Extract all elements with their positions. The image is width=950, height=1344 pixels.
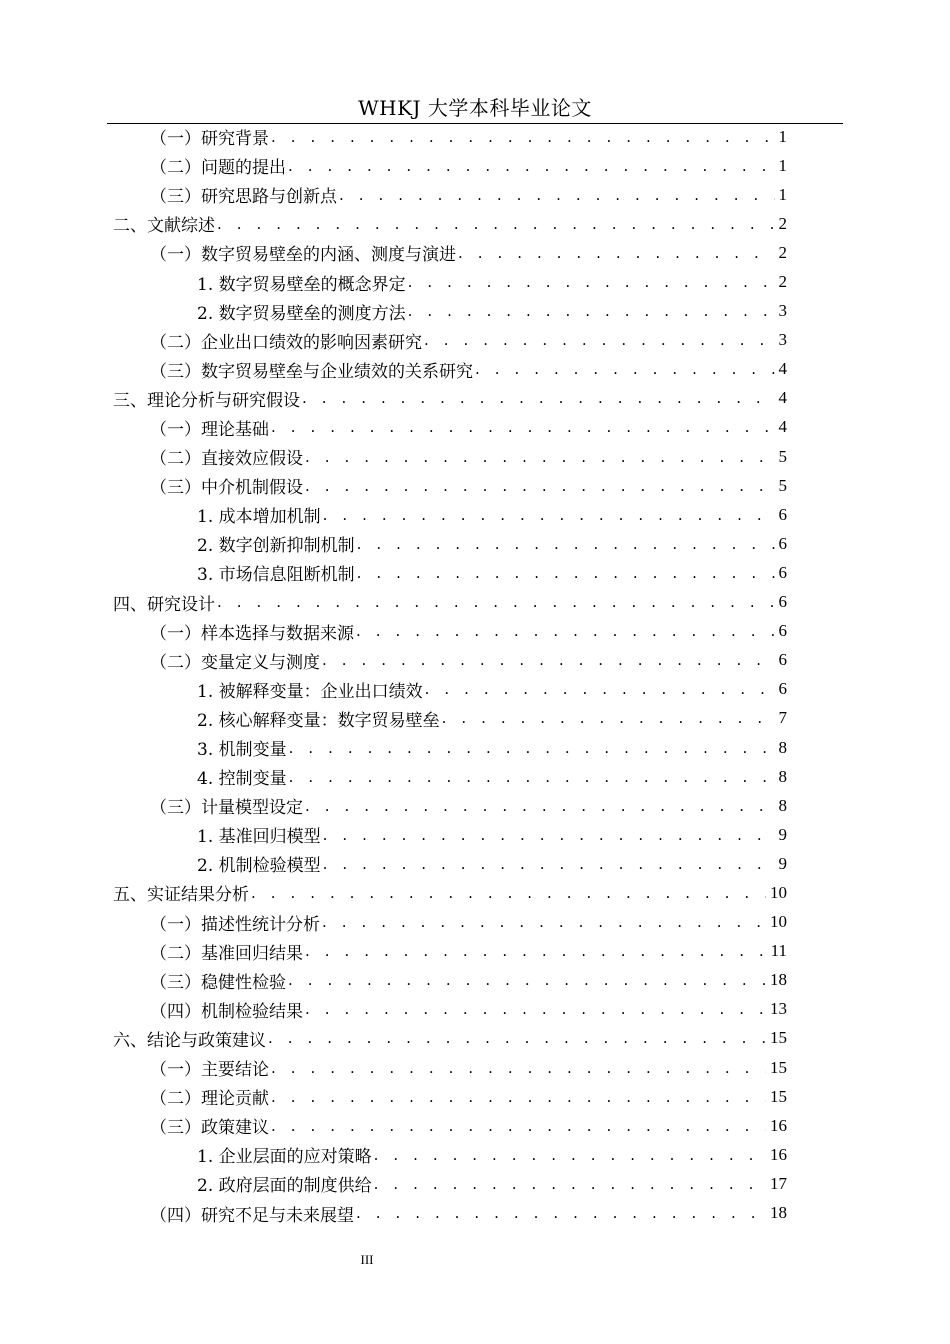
- toc-dot-leader: [357, 564, 775, 582]
- toc-dot-leader: [289, 768, 775, 786]
- toc-entry-page: 6: [778, 650, 787, 670]
- toc-entry-page: 2: [778, 213, 787, 233]
- toc-entry-title: （四）机制检验结果: [150, 1001, 303, 1022]
- toc-entry-title: 2. 数字创新抑制机制: [197, 536, 355, 557]
- toc-entry[interactable]: [0, 762, 950, 791]
- toc-dot-leader: [271, 1088, 766, 1106]
- toc-entry-page: 10: [770, 912, 787, 932]
- toc-entry[interactable]: [0, 1053, 950, 1082]
- toc-entry[interactable]: [0, 1082, 950, 1111]
- toc-entry-title: （一）主要结论: [150, 1060, 269, 1081]
- toc-entry-title: 1. 数字贸易壁垒的概念界定: [197, 274, 406, 295]
- toc-entry-page: 16: [770, 1115, 787, 1135]
- toc-entry-page: 8: [778, 795, 787, 815]
- toc-dot-leader: [323, 506, 775, 524]
- toc-dot-leader: [302, 389, 775, 407]
- toc-entry-title: 1. 基准回归模型: [197, 827, 321, 848]
- toc-entry-title: 二、文献综述: [113, 216, 215, 237]
- toc-entry-title: （二）直接效应假设: [150, 449, 303, 470]
- toc-entry-title: （一）数字贸易壁垒的内涵、测度与演进: [150, 245, 456, 266]
- toc-dot-leader: [217, 215, 775, 233]
- toc-entry-page: 2: [778, 242, 787, 262]
- toc-dot-leader: [475, 360, 775, 378]
- toc-entry[interactable]: [0, 238, 950, 267]
- toc-entry[interactable]: [0, 442, 950, 471]
- toc-entry[interactable]: [0, 529, 950, 558]
- toc-entry-title: 四、研究设计: [113, 594, 215, 615]
- toc-dot-leader: [271, 128, 775, 146]
- toc-entry-title: 2. 核心解释变量：数字贸易壁垒: [197, 710, 440, 731]
- toc-dot-leader: [339, 186, 775, 204]
- toc-entry-page: 15: [770, 1028, 787, 1048]
- toc-entry[interactable]: [0, 588, 950, 617]
- toc-dot-leader: [408, 302, 775, 320]
- toc-dot-leader: [442, 709, 775, 727]
- toc-entry-title: （二）理论贡献: [150, 1089, 269, 1110]
- toc-entry[interactable]: [0, 471, 950, 500]
- toc-entry-title: （三）计量模型设定: [150, 798, 303, 819]
- toc-entry[interactable]: [0, 937, 950, 966]
- toc-entry[interactable]: [0, 966, 950, 995]
- toc-entry-title: （三）中介机制假设: [150, 478, 303, 499]
- toc-entry-page: 5: [778, 475, 787, 495]
- toc-entry[interactable]: [0, 908, 950, 937]
- toc-entry[interactable]: [0, 704, 950, 733]
- toc-entry[interactable]: [0, 122, 950, 151]
- toc-entry-page: 1: [778, 184, 787, 204]
- toc-entry-page: 18: [770, 970, 787, 990]
- toc-entry[interactable]: [0, 675, 950, 704]
- toc-entry[interactable]: [0, 791, 950, 820]
- page-number: III: [360, 1252, 374, 1267]
- toc-entry[interactable]: [0, 646, 950, 675]
- toc-entry-title: 1. 被解释变量：企业出口绩效: [197, 681, 423, 702]
- toc-entry-page: 13: [770, 999, 787, 1019]
- toc-dot-leader: [425, 680, 775, 698]
- toc-dot-leader: [268, 1029, 766, 1047]
- toc-entry-page: 6: [778, 504, 787, 524]
- toc-entry-title: 2. 机制检验模型: [197, 856, 321, 877]
- toc-entry[interactable]: [0, 297, 950, 326]
- toc-entry-title: 3. 机制变量: [197, 740, 287, 761]
- toc-entry-page: 6: [778, 679, 787, 699]
- toc-dot-leader: [288, 971, 766, 989]
- toc-entry-title: （二）企业出口绩效的影响因素研究: [150, 332, 422, 353]
- toc-entry-page: 6: [778, 592, 787, 612]
- toc-entry[interactable]: [0, 733, 950, 762]
- toc-entry-title: （一）理论基础: [150, 419, 269, 440]
- toc-entry-title: （三）研究思路与创新点: [150, 187, 337, 208]
- toc-entry-page: 18: [770, 1203, 787, 1223]
- toc-entry-page: 11: [770, 941, 787, 961]
- toc-entry-page: 16: [770, 1144, 787, 1164]
- toc-dot-leader: [323, 855, 775, 873]
- toc-entry[interactable]: [0, 180, 950, 209]
- toc-dot-leader: [271, 418, 775, 436]
- toc-entry-title: 1. 企业层面的应对策略: [197, 1147, 372, 1168]
- toc-entry-title: （四）研究不足与未来展望: [150, 1205, 354, 1226]
- toc-entry-title: （二）基准回归结果: [150, 943, 303, 964]
- toc-dot-leader: [305, 942, 767, 960]
- toc-entry[interactable]: [0, 1111, 950, 1140]
- toc-entry[interactable]: [0, 1169, 950, 1198]
- toc-dot-leader: [305, 477, 775, 495]
- toc-entry[interactable]: [0, 1140, 950, 1169]
- toc-entry[interactable]: [0, 413, 950, 442]
- toc-entry-title: （一）研究背景: [150, 129, 269, 150]
- toc-entry-title: 1. 成本增加机制: [197, 507, 321, 528]
- toc-entry-page: 15: [770, 1086, 787, 1106]
- toc-dot-leader: [322, 651, 775, 669]
- toc-entry-title: 2. 数字贸易壁垒的测度方法: [197, 303, 406, 324]
- toc-entry-page: 9: [778, 853, 787, 873]
- toc-entry[interactable]: [0, 995, 950, 1024]
- toc-dot-leader: [458, 244, 775, 262]
- toc-entry[interactable]: [0, 267, 950, 296]
- toc-entry-page: 10: [770, 882, 787, 902]
- toc-entry[interactable]: [0, 617, 950, 646]
- toc-entry-page: 4: [778, 388, 787, 408]
- toc-dot-leader: [271, 1117, 766, 1135]
- toc-entry-page: 1: [778, 155, 787, 175]
- toc-entry-title: （一）样本选择与数据来源: [150, 623, 354, 644]
- toc-entry-page: 3: [778, 301, 787, 321]
- toc-dot-leader: [271, 1059, 766, 1077]
- toc-dot-leader: [288, 157, 775, 175]
- toc-entry-title: 五、实证结果分析: [113, 885, 249, 906]
- toc-entry[interactable]: [0, 355, 950, 384]
- toc-dot-leader: [322, 913, 766, 931]
- toc-entry-page: 8: [778, 766, 787, 786]
- toc-entry[interactable]: [0, 500, 950, 529]
- toc-entry-page: 6: [778, 621, 787, 641]
- toc-entry-title: （三）数字贸易壁垒与企业绩效的关系研究: [150, 361, 473, 382]
- toc-entry[interactable]: [0, 384, 950, 413]
- toc-entry[interactable]: [0, 558, 950, 587]
- toc-entry-title: 3. 市场信息阻断机制: [197, 565, 355, 586]
- toc-entry-title: 六、结论与政策建议: [113, 1030, 266, 1051]
- toc-entry-page: 4: [778, 417, 787, 437]
- toc-entry[interactable]: [0, 1024, 950, 1053]
- toc-entry-page: 5: [778, 446, 787, 466]
- toc-dot-leader: [289, 739, 775, 757]
- toc-dot-leader: [408, 273, 775, 291]
- toc-entry-page: 4: [778, 359, 787, 379]
- toc-entry-page: 9: [778, 824, 787, 844]
- toc-dot-leader: [251, 884, 766, 902]
- toc-dot-leader: [356, 1204, 766, 1222]
- toc-entry-title: （二）问题的提出: [150, 158, 286, 179]
- toc-dot-leader: [323, 826, 775, 844]
- toc-entry-page: 15: [770, 1057, 787, 1077]
- toc-entry-page: 6: [778, 533, 787, 553]
- toc-entry[interactable]: [0, 151, 950, 180]
- toc-dot-leader: [374, 1146, 766, 1164]
- toc-entry-page: 7: [778, 708, 787, 728]
- toc-entry[interactable]: [0, 820, 950, 849]
- toc-entry-title: （二）变量定义与测度: [150, 652, 320, 673]
- toc-entry-page: 8: [778, 737, 787, 757]
- toc-entry-title: （三）稳健性检验: [150, 972, 286, 993]
- toc-entry-title: （一）描述性统计分析: [150, 914, 320, 935]
- toc-dot-leader: [374, 1175, 766, 1193]
- toc-entry-title: （三）政策建议: [150, 1118, 269, 1139]
- toc-entry-page: 2: [778, 272, 787, 292]
- toc-entry-page: 17: [770, 1173, 787, 1193]
- toc-dot-leader: [217, 593, 775, 611]
- page-header-title: WHKJ 大学本科毕业论文: [358, 96, 592, 120]
- toc-dot-leader: [357, 535, 775, 553]
- toc-entry[interactable]: [0, 209, 950, 238]
- toc-dot-leader: [424, 331, 775, 349]
- toc-dot-leader: [305, 1000, 766, 1018]
- toc-entry[interactable]: [0, 878, 950, 907]
- toc-entry-page: 1: [778, 126, 787, 146]
- toc-dot-leader: [356, 622, 775, 640]
- toc-entry-title: 三、理论分析与研究假设: [113, 390, 300, 411]
- toc-dot-leader: [305, 797, 775, 815]
- toc-dot-leader: [305, 448, 775, 466]
- toc-entry[interactable]: [0, 849, 950, 878]
- toc-entry-page: 6: [778, 562, 787, 582]
- toc-entry[interactable]: [0, 1198, 950, 1227]
- toc-entry-page: 3: [778, 330, 787, 350]
- toc-entry-title: 4. 控制变量: [197, 769, 287, 790]
- table-of-contents: [0, 122, 950, 1228]
- toc-entry-title: 2. 政府层面的制度供给: [197, 1176, 372, 1197]
- toc-entry[interactable]: [0, 326, 950, 355]
